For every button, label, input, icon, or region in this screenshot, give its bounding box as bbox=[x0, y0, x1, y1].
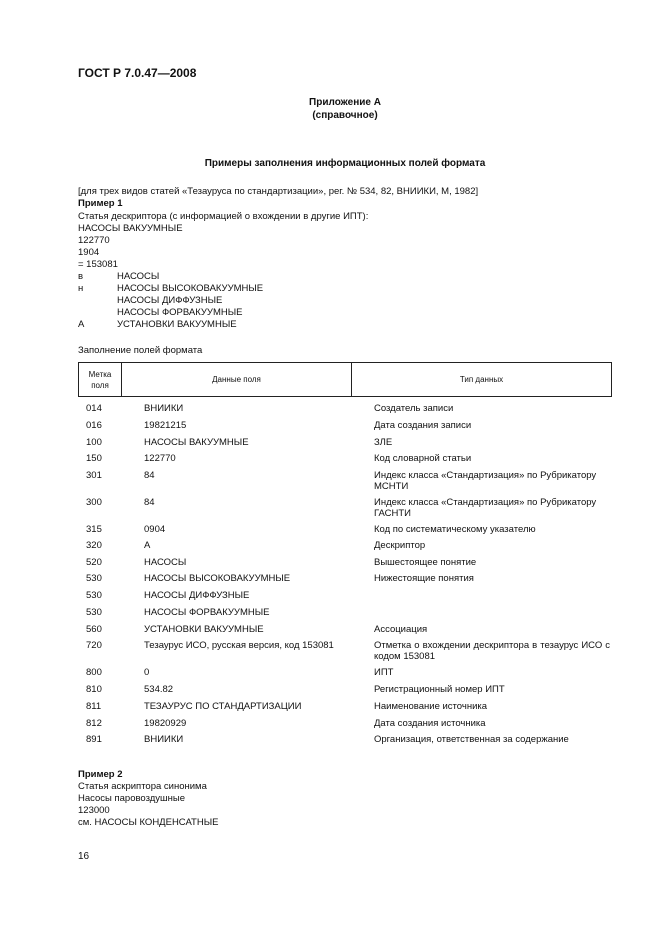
field-type: Организация, ответственная за содержание bbox=[374, 734, 569, 745]
field-type: Код по систематическому указателю bbox=[374, 524, 536, 535]
field-data: 534.82 bbox=[144, 684, 174, 695]
page-number: 16 bbox=[78, 851, 90, 862]
relation-term: НАСОСЫ ДИФФУЗНЫЕ bbox=[117, 295, 223, 306]
field-type: Дата создания источника bbox=[374, 718, 486, 729]
field-data: УСТАНОВКИ ВАКУУМНЫЕ bbox=[144, 624, 264, 635]
table-row bbox=[78, 734, 618, 751]
field-tag: 560 bbox=[86, 624, 102, 635]
example-2-line: см. НАСОСЫ КОНДЕНСАТНЫЕ bbox=[78, 817, 219, 828]
example-2-line: 123000 bbox=[78, 805, 110, 816]
field-data: А bbox=[144, 540, 151, 551]
table-row bbox=[78, 453, 618, 470]
example-1-heading: Пример 1 bbox=[78, 198, 123, 209]
field-data: НАСОСЫ bbox=[144, 557, 187, 568]
header-data: Данные поля bbox=[122, 363, 352, 397]
table-row bbox=[78, 420, 618, 437]
field-tag: 100 bbox=[86, 437, 102, 448]
field-type: Отметка о вхождении дескриптора в тезаурус ИСО с кодом 153081 bbox=[374, 640, 610, 662]
descriptor-line: 1904 bbox=[78, 247, 100, 258]
example-2-heading: Пример 2 bbox=[78, 769, 123, 780]
descriptor-line: НАСОСЫ ВАКУУМНЫЕ bbox=[78, 223, 183, 234]
field-tag: 530 bbox=[86, 573, 102, 584]
field-data: ВНИИКИ bbox=[144, 403, 184, 414]
relation-term: УСТАНОВКИ ВАКУУМНЫЕ bbox=[117, 319, 237, 330]
field-tag: 720 bbox=[86, 640, 102, 651]
field-type: ИПТ bbox=[374, 667, 394, 678]
table-row bbox=[78, 497, 618, 524]
field-data: 84 bbox=[144, 497, 155, 508]
field-type: Дата создания записи bbox=[374, 420, 472, 431]
field-data: НАСОСЫ ВЫСОКОВАКУУМНЫЕ bbox=[144, 573, 291, 584]
field-tag: 812 bbox=[86, 718, 102, 729]
table-row bbox=[78, 718, 618, 734]
table-row bbox=[78, 524, 618, 540]
field-data: 19821215 bbox=[144, 420, 187, 431]
field-tag: 320 bbox=[86, 540, 102, 551]
field-tag: 300 bbox=[86, 497, 102, 508]
field-type: Регистрационный номер ИПТ bbox=[374, 684, 505, 695]
header-type: Тип данных bbox=[352, 363, 612, 397]
example-1-intro: Статья дескриптора (с информацией о вхождении в другие ИПТ): bbox=[78, 211, 369, 222]
example-2-line: Насосы паровоздушные bbox=[78, 793, 186, 804]
field-data: НАСОСЫ ФОРВАКУУМНЫЕ bbox=[144, 607, 270, 618]
field-tag: 315 bbox=[86, 524, 102, 535]
relation-term: НАСОСЫ ФОРВАКУУМНЫЕ bbox=[117, 307, 243, 318]
table-row bbox=[78, 607, 618, 624]
example-2-line: Статья аскриптора синонима bbox=[78, 781, 207, 792]
document-code: ГОСТ Р 7.0.47—2008 bbox=[78, 66, 197, 80]
relation-mark: А bbox=[78, 319, 85, 330]
table-row bbox=[78, 684, 618, 701]
relation-mark: н bbox=[78, 283, 84, 294]
field-tag: 014 bbox=[86, 403, 102, 414]
field-tag: 520 bbox=[86, 557, 102, 568]
field-data: 84 bbox=[144, 470, 155, 481]
field-data: 122770 bbox=[144, 453, 176, 464]
relation-mark: в bbox=[78, 271, 84, 282]
relation-term: НАСОСЫ ВЫСОКОВАКУУМНЫЕ bbox=[117, 283, 264, 294]
field-data: ТЕЗАУРУС ПО СТАНДАРТИЗАЦИИ bbox=[144, 701, 302, 712]
annex-title: Приложение А bbox=[309, 97, 381, 108]
field-data: НАСОСЫ ДИФФУЗНЫЕ bbox=[144, 590, 250, 601]
descriptor-line: = 153081 bbox=[78, 259, 118, 270]
format-table-header bbox=[78, 362, 612, 397]
field-type: Создатель записи bbox=[374, 403, 454, 414]
field-tag: 800 bbox=[86, 667, 102, 678]
section-title: Примеры заполнения информационных полей формата bbox=[204, 158, 486, 169]
field-data: 19820929 bbox=[144, 718, 187, 729]
source-note: [для трех видов статей «Тезауруса по стандартизации», рег. № 534, 82, ВНИИКИ, М, 1982] bbox=[78, 186, 479, 197]
field-type: Индекс класса «Стандартизация» по Рубрикатору МСНТИ bbox=[374, 470, 597, 492]
table-caption: Заполнение полей формата bbox=[78, 345, 203, 356]
field-type: Дескриптор bbox=[374, 540, 426, 551]
table-row bbox=[78, 573, 618, 590]
field-tag: 150 bbox=[86, 453, 102, 464]
field-tag: 016 bbox=[86, 420, 102, 431]
table-row bbox=[78, 557, 618, 573]
table-row bbox=[78, 667, 618, 684]
field-tag: 530 bbox=[86, 607, 102, 618]
table-row bbox=[78, 590, 618, 607]
field-type: Ассоциация bbox=[374, 624, 428, 635]
table-row bbox=[78, 624, 618, 640]
field-type: Индекс класса «Стандартизация» по Рубрикатору ГАСНТИ bbox=[374, 497, 597, 519]
header-tag bbox=[79, 363, 122, 397]
field-type: Вышестоящее понятие bbox=[374, 557, 477, 568]
descriptor-line: 122770 bbox=[78, 235, 110, 246]
field-data: 0 bbox=[144, 667, 150, 678]
table-row bbox=[78, 403, 618, 420]
header-tag-label: Метка поля bbox=[88, 369, 112, 390]
table-row bbox=[78, 640, 618, 667]
field-type: Код словарной статьи bbox=[374, 453, 472, 464]
table-row bbox=[78, 470, 618, 497]
field-tag: 810 bbox=[86, 684, 102, 695]
field-type: ЗЛЕ bbox=[374, 437, 393, 448]
field-tag: 301 bbox=[86, 470, 102, 481]
table-row bbox=[78, 437, 618, 453]
relation-term: НАСОСЫ bbox=[117, 271, 160, 282]
field-tag: 530 bbox=[86, 590, 102, 601]
field-data: 0904 bbox=[144, 524, 166, 535]
field-data: ВНИИКИ bbox=[144, 734, 184, 745]
field-type: Наименование источника bbox=[374, 701, 488, 712]
field-data: НАСОСЫ ВАКУУМНЫЕ bbox=[144, 437, 249, 448]
field-tag: 891 bbox=[86, 734, 102, 745]
format-table-body bbox=[78, 403, 618, 751]
field-tag: 811 bbox=[86, 701, 102, 712]
annex-heading bbox=[0, 96, 661, 122]
table-row bbox=[78, 540, 618, 557]
field-type: Нижестоящие понятия bbox=[374, 573, 474, 584]
annex-subtitle: (справочное) bbox=[312, 110, 378, 121]
field-data: Тезаурус ИСО, русская версия, код 153081 bbox=[144, 640, 334, 651]
table-row bbox=[78, 701, 618, 718]
